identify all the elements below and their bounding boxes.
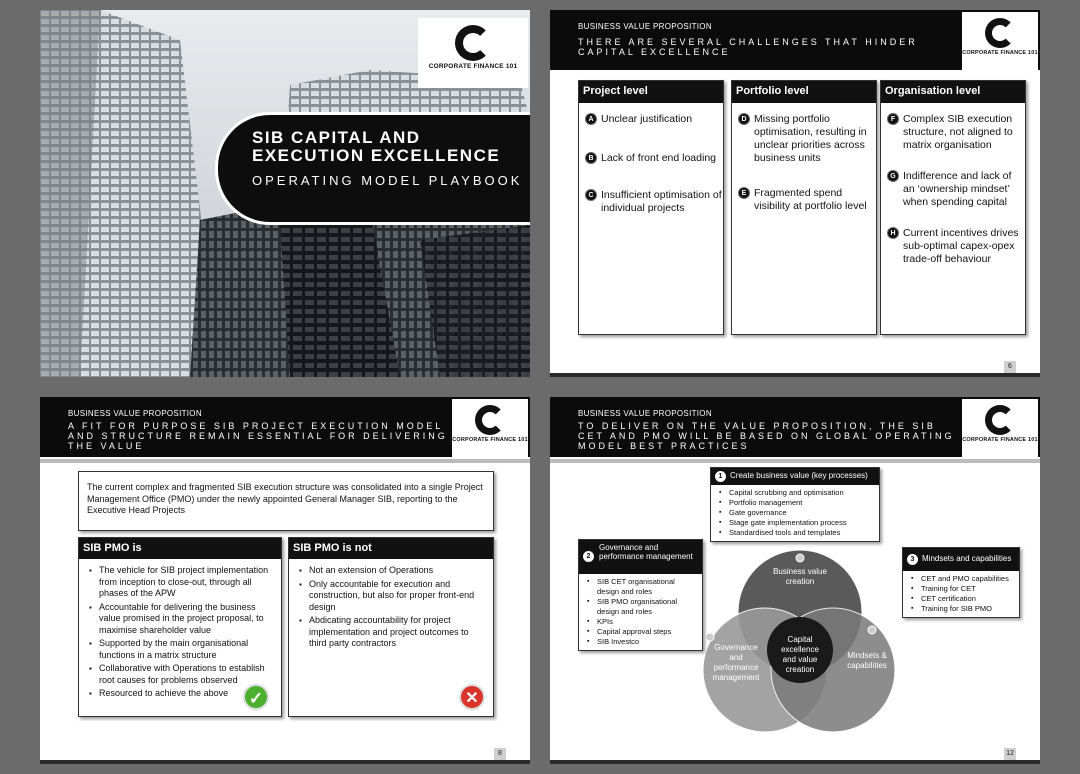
letter-badge: F [887, 113, 899, 125]
page-number: 6 [1004, 361, 1016, 373]
footer-bar [550, 760, 1040, 764]
box-heading-text: Governance and performance management [599, 543, 693, 561]
slide-title: TO DELIVER ON THE VALUE PROPOSITION, THE SIB CET AND PMO WILL BE BASED ON GLOBAL OPERATING MODEL BEST PRACTICES [578, 421, 955, 451]
column-organisation-level [880, 80, 1026, 335]
c-logo-icon [985, 18, 1015, 48]
title-banner [215, 112, 530, 225]
slide-kicker: BUSINESS VALUE PROPOSITION [578, 22, 712, 31]
c-logo-icon [455, 25, 491, 61]
challenge-item [732, 113, 876, 165]
box-heading [903, 548, 1019, 571]
slide-cover [40, 10, 530, 377]
venn-label-right: Mindsets & capabilities [847, 651, 887, 670]
column-project-level [578, 80, 724, 335]
logo [418, 18, 528, 88]
venn-label-center: Capital excellence and value creation [781, 635, 819, 674]
column-heading: Project level [579, 81, 723, 103]
sib-pmo-is-box [78, 537, 282, 717]
challenge-item [579, 113, 723, 126]
cover-title: SIB CAPITAL AND EXECUTION EXCELLENCE [252, 128, 501, 165]
letter-badge: G [887, 170, 899, 182]
box-heading [711, 468, 879, 485]
challenge-text: Indifference and lack of an ‘ownership mindset’ when spending capital [903, 170, 1012, 208]
slide-operating-model [550, 397, 1040, 764]
list-item: ▪ Capital scrubbing and optimisation [719, 488, 873, 498]
header-divider [40, 459, 530, 463]
list-item: ▪ Stage gate implementation process [719, 518, 873, 528]
box-heading: SIB PMO is [79, 538, 281, 559]
box-create-business-value [710, 467, 880, 542]
list-item: ▪ Accountable for delivering the business value promised in the project proposal, to maximise shareholder value [89, 602, 271, 637]
slide-header [40, 397, 530, 457]
slide-kicker: BUSINESS VALUE PROPOSITION [68, 409, 202, 418]
challenge-text: Unclear justification [601, 113, 693, 125]
letter-badge: H [887, 227, 899, 239]
list-item: ▪ Training for SIB PMO [911, 604, 1013, 614]
cover-subtitle: OPERATING MODEL PLAYBOOK [252, 173, 523, 188]
footer-bar [550, 373, 1040, 377]
step-number: 1 [715, 471, 726, 482]
venn-label-left: Governance and performance management [712, 643, 760, 682]
logo [962, 12, 1038, 70]
list-item: ▪ Not an extension of Operations [299, 565, 483, 577]
slide-pmo [40, 397, 530, 764]
challenge-item [579, 189, 723, 215]
slide-title: A FIT FOR PURPOSE SIB PROJECT EXECUTION MODEL AND STRUCTURE REMAIN ESSENTIAL FOR DELIVERING THE VALUE [68, 421, 448, 451]
box-governance [578, 539, 703, 651]
slide-challenges [550, 10, 1040, 377]
logo-text: CORPORATE FINANCE 101 [428, 63, 518, 70]
cross-icon: ✕ [459, 684, 485, 710]
challenge-text: Fragmented spend visibility at portfolio level [754, 187, 867, 212]
challenge-item [881, 113, 1025, 152]
logo-text: CORPORATE FINANCE 101 [452, 437, 528, 443]
slide-title: THERE ARE SEVERAL CHALLENGES THAT HINDER CAPITAL EXCELLENCE [578, 37, 918, 57]
step-number: 2 [583, 551, 594, 562]
list-item: ▪ Capital approval steps [587, 627, 696, 637]
letter-badge: A [585, 113, 597, 125]
letter-badge: C [585, 189, 597, 201]
box-heading-text: Mindsets and capabilities [922, 554, 1012, 563]
box-heading: SIB PMO is not [289, 538, 493, 559]
venn-label-top: Business value creation [773, 567, 827, 586]
logo [962, 399, 1038, 457]
logo-text: CORPORATE FINANCE 101 [962, 50, 1038, 56]
list-item: ▪ Abdicating accountability for project implementation and project outcomes to third party contractors [299, 615, 483, 650]
list-item: ▪ KPIs [587, 617, 696, 627]
list-item: ▪ Training for CET [911, 584, 1013, 594]
column-heading: Portfolio level [732, 81, 876, 103]
challenge-item [732, 187, 876, 213]
footer-bar [40, 760, 530, 764]
slide-header [550, 10, 1040, 70]
letter-badge: B [585, 152, 597, 164]
slide-header [550, 397, 1040, 457]
challenge-item [881, 227, 1025, 266]
list-item: ▪ Standardised tools and templates [719, 528, 873, 538]
list-item: ▪ SIB CET organisational design and roles [587, 577, 696, 597]
intro-text: The current complex and fragmented SIB execution structure was consolidated into a single Project Management Office (PMO) under the newly appointed General Manager SIB, reporting to the Executive Head Projects [78, 471, 494, 531]
sib-pmo-is-not-box [288, 537, 494, 717]
list-item: ▪ Supported by the main organisational functions in a matrix structure [89, 638, 271, 661]
letter-badge: D [738, 113, 750, 125]
list-item: ▪ The vehicle for SIB project implementation from inception to close-out, through all phases of the APW [89, 565, 271, 600]
list-item: ▪ Only accountable for execution and construction, but also for proper front-end design [299, 579, 483, 614]
box-heading-text: Create business value (key processes) [730, 471, 868, 480]
checkmark-icon: ✓ [243, 684, 269, 710]
challenge-item [881, 170, 1025, 209]
list-item: ▪ Resourced to achieve the above [89, 688, 271, 700]
list-item: ▪ Gate governance [719, 508, 873, 518]
box-heading [579, 540, 702, 574]
letter-badge: E [738, 187, 750, 199]
list-item: ▪ CET and PMO capabilities [911, 574, 1013, 584]
c-logo-icon [985, 405, 1015, 435]
challenge-text: Complex SIB execution structure, not aligned to matrix organisation [903, 113, 1013, 151]
column-portfolio-level [731, 80, 877, 335]
c-logo-icon [475, 405, 505, 435]
challenge-text: Lack of front end loading [601, 152, 716, 164]
list-item: ▪ Collaborative with Operations to establish root causes for problems observed [89, 663, 271, 686]
venn-diagram [690, 542, 900, 742]
logo [452, 399, 528, 457]
list-item: ▪ SIB Investco [587, 637, 696, 647]
column-heading: Organisation level [881, 81, 1025, 103]
list-item: ▪ CET certification [911, 594, 1013, 604]
challenge-text: Insufficient optimisation of individual projects [601, 189, 722, 214]
page-number: 8 [494, 748, 506, 760]
logo-text: CORPORATE FINANCE 101 [962, 437, 1038, 443]
list-item: ▪ Portfolio management [719, 498, 873, 508]
slide-kicker: BUSINESS VALUE PROPOSITION [578, 409, 712, 418]
header-divider [550, 459, 1040, 463]
box-mindsets [902, 547, 1020, 618]
challenge-text: Current incentives drives sub-optimal capex-opex trade-off behaviour [903, 227, 1019, 265]
step-number: 3 [907, 554, 918, 565]
list-item: ▪ SIB PMO organisational design and roles [587, 597, 696, 617]
page-number: 12 [1004, 748, 1016, 760]
challenge-item [579, 152, 723, 165]
challenge-text: Missing portfolio optimisation, resulting in unclear priorities across business units [754, 113, 867, 164]
